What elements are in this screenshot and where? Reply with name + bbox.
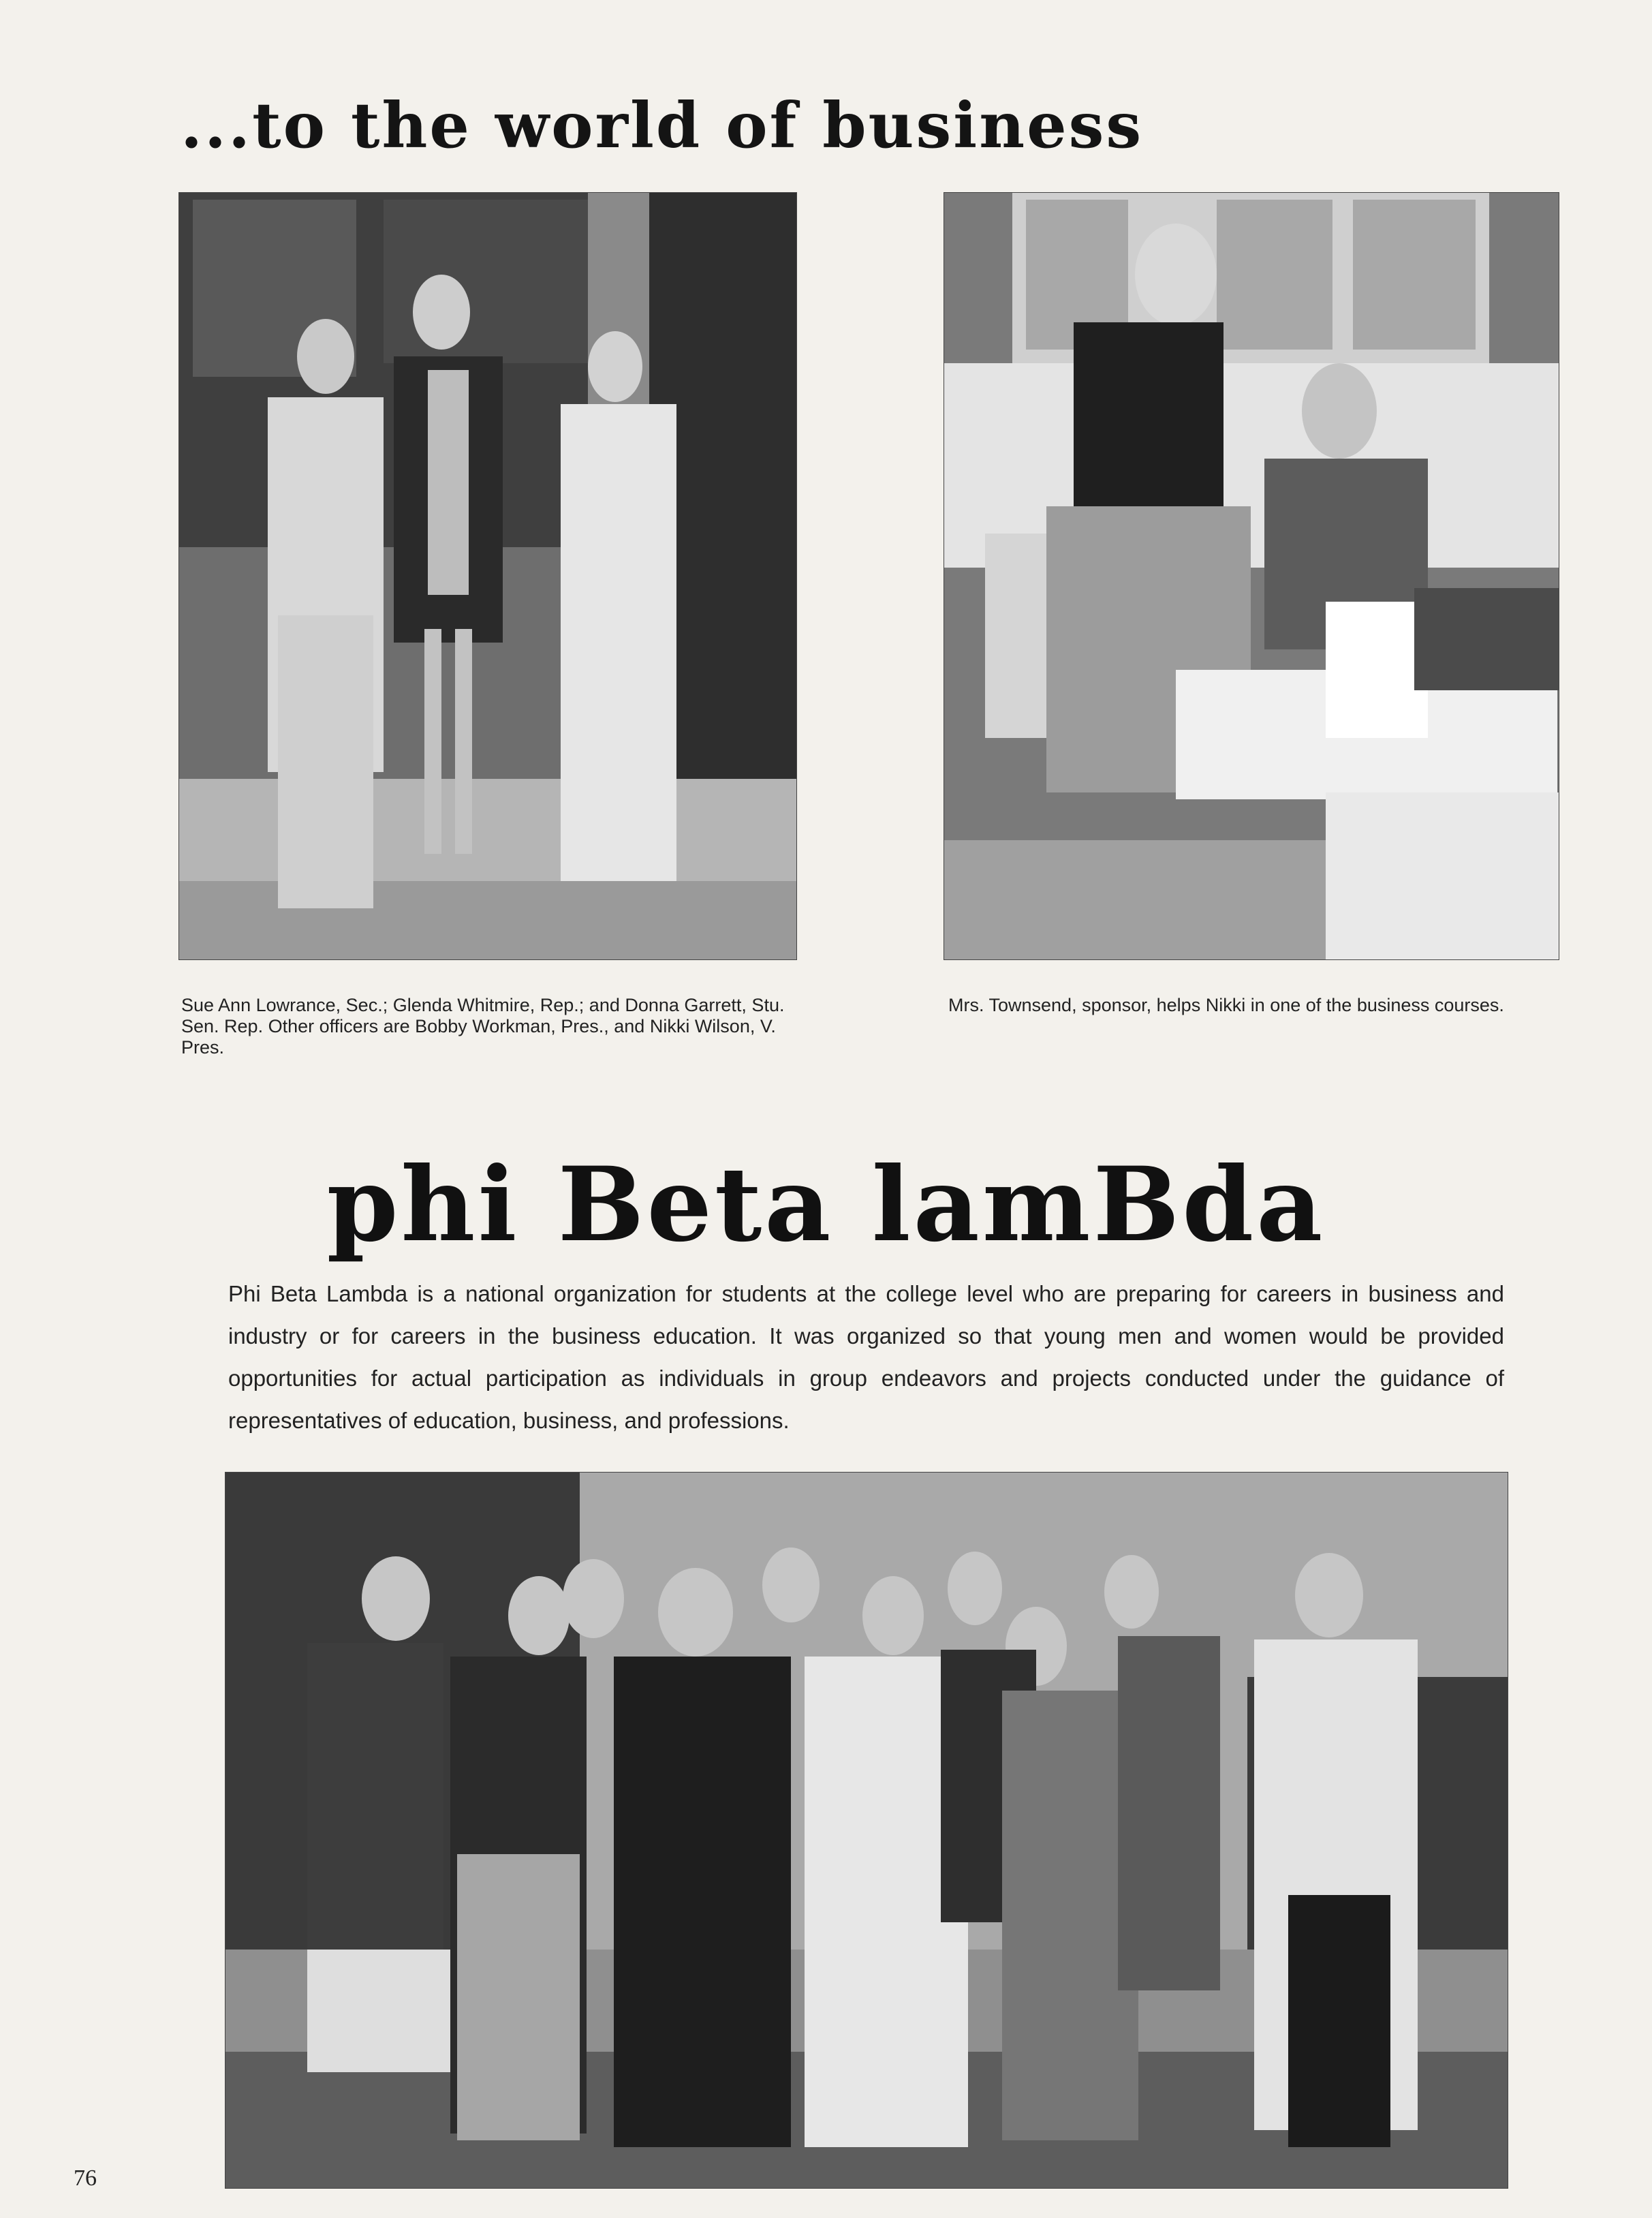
page-number: 76 <box>74 2166 97 2191</box>
officers-photo-image <box>179 193 796 959</box>
officers-photo <box>178 192 797 960</box>
officers-caption: Sue Ann Lowrance, Sec.; Glenda Whitmire, Rep.; and Donna Garrett, Stu. Sen. Rep. Other officers are Bobby Workman, Pres., and Nikki Wilson, V. Pres. <box>181 995 785 1058</box>
body-paragraph: Phi Beta Lambda is a national organization for students at the college level who are preparing for careers in business and industry or for careers in the business education. It was organized so that young men and women would be provided opportunities for actual participation as individuals in group endeavors and projects conducted under the guidance of representatives of education, business, and professions. <box>228 1281 1504 1433</box>
section-title: phi Beta lamBda <box>326 1145 1326 1265</box>
sponsor-caption: Mrs. Townsend, sponsor, helps Nikki in one of the business courses. <box>948 995 1504 1015</box>
sponsor-photo <box>944 192 1559 960</box>
group-photo-image <box>225 1473 1508 2188</box>
group-photo <box>225 1472 1508 2189</box>
sponsor-photo-image <box>944 193 1559 959</box>
page-title: ...to the world of business <box>181 89 1144 162</box>
